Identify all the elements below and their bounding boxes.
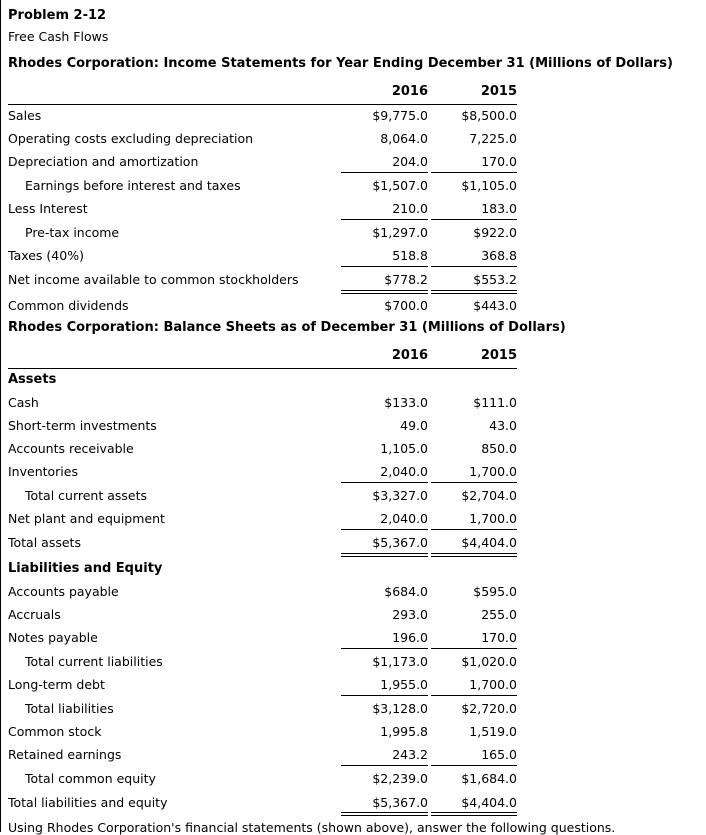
value-2016: $684.0 — [384, 584, 428, 599]
value-2015: $111.0 — [473, 395, 517, 410]
value-2016: $5,367.0 — [372, 535, 428, 550]
subtotal-underline — [431, 529, 517, 530]
row-label: Common dividends — [8, 298, 129, 313]
table-row — [0, 415, 520, 437]
liabilities-header: Liabilities and Equity — [8, 561, 163, 576]
value-2016: 1,955.0 — [380, 677, 428, 692]
table-row — [0, 245, 520, 267]
double-underline — [341, 290, 428, 294]
table-row — [0, 151, 520, 173]
balance-sheet-title: Rhodes Corporation: Balance Sheets as of December 31 (Millions of Dollars) — [8, 320, 566, 335]
income-year-2015: 2015 — [480, 84, 517, 99]
value-2016: $133.0 — [384, 395, 428, 410]
row-label: Net income available to common stockholders — [8, 272, 299, 287]
row-label: Taxes (40%) — [8, 248, 84, 263]
row-label: Cash — [8, 395, 39, 410]
value-2016: 1,105.0 — [380, 441, 428, 456]
balance-year-2016: 2016 — [391, 348, 428, 363]
subtotal-underline — [431, 648, 517, 649]
value-2016: 8,064.0 — [380, 131, 428, 146]
row-label: Common stock — [8, 724, 102, 739]
double-underline — [431, 812, 517, 816]
problem-title: Problem 2-12 — [8, 8, 107, 23]
value-2016: $9,775.0 — [372, 108, 428, 123]
value-2016: 2,040.0 — [380, 464, 428, 479]
table-row — [0, 222, 520, 244]
double-underline — [341, 553, 428, 557]
table-row — [0, 651, 520, 673]
table-row — [0, 744, 520, 766]
row-label: Total common equity — [25, 771, 156, 786]
table-row — [0, 198, 520, 220]
subtotal-underline — [431, 482, 517, 483]
value-2015: 165.0 — [481, 747, 517, 762]
table-row — [0, 604, 520, 626]
subtotal-underline — [341, 695, 428, 696]
subtotal-underline — [431, 695, 517, 696]
subtotal-underline — [431, 219, 517, 220]
value-2015: 255.0 — [481, 607, 517, 622]
row-label: Accounts receivable — [8, 441, 134, 456]
table-row — [0, 508, 520, 530]
row-label: Retained earnings — [8, 747, 122, 762]
table-row — [0, 768, 520, 790]
value-2015: 1,700.0 — [469, 677, 517, 692]
value-2016: $1,297.0 — [372, 225, 428, 240]
value-2015: 1,700.0 — [469, 511, 517, 526]
subtotal-underline — [341, 266, 428, 267]
footer-instruction: Using Rhodes Corporation's financial statements (shown above), answer the following questions. — [8, 820, 616, 835]
row-label: Total current liabilities — [25, 654, 163, 669]
subtotal-underline — [431, 765, 517, 766]
table-row — [0, 721, 520, 743]
value-2016: $700.0 — [384, 298, 428, 313]
double-underline — [431, 553, 517, 557]
value-2016: 293.0 — [392, 607, 428, 622]
value-2016: 1,995.8 — [380, 724, 428, 739]
value-2016: $1,507.0 — [372, 178, 428, 193]
value-2015: 170.0 — [481, 630, 517, 645]
row-label: Pre-tax income — [25, 225, 120, 240]
value-2015: $4,404.0 — [461, 535, 517, 550]
table-row — [0, 392, 520, 414]
balance-year-2015: 2015 — [480, 348, 517, 363]
value-2015: 1,519.0 — [469, 724, 517, 739]
table-row — [0, 674, 520, 696]
row-label: Total assets — [8, 535, 81, 550]
row-label: Earnings before interest and taxes — [25, 178, 241, 193]
value-2015: 368.8 — [481, 248, 517, 263]
value-2015: 7,225.0 — [469, 131, 517, 146]
row-label: Total liabilities and equity — [8, 795, 168, 810]
value-2016: $3,327.0 — [372, 488, 428, 503]
row-label: Notes payable — [8, 630, 98, 645]
value-2016: 210.0 — [392, 201, 428, 216]
value-2015: $443.0 — [473, 298, 517, 313]
value-2016: $2,239.0 — [372, 771, 428, 786]
value-2015: $2,720.0 — [461, 701, 517, 716]
income-statement-title: Rhodes Corporation: Income Statements for Year Ending December 31 (Millions of Dollars) — [8, 56, 673, 71]
value-2016: 196.0 — [392, 630, 428, 645]
value-2015: $553.2 — [473, 272, 517, 287]
value-2016: 2,040.0 — [380, 511, 428, 526]
row-label: Short-term investments — [8, 418, 157, 433]
table-row — [0, 698, 520, 720]
value-2015: $8,500.0 — [461, 108, 517, 123]
row-label: Less Interest — [8, 201, 88, 216]
subtotal-underline — [341, 529, 428, 530]
double-underline — [431, 290, 517, 294]
value-2015: 1,700.0 — [469, 464, 517, 479]
table-row — [0, 581, 520, 603]
assets-header: Assets — [8, 372, 57, 387]
table-row — [0, 438, 520, 460]
value-2015: 43.0 — [489, 418, 517, 433]
value-2015: $595.0 — [473, 584, 517, 599]
problem-subtitle: Free Cash Flows — [8, 29, 109, 44]
row-label: Accruals — [8, 607, 61, 622]
value-2016: $1,173.0 — [372, 654, 428, 669]
value-2016: 243.2 — [392, 747, 428, 762]
table-row — [0, 485, 520, 507]
subtotal-underline — [431, 172, 517, 173]
row-label: Long-term debt — [8, 677, 105, 692]
value-2015: $1,020.0 — [461, 654, 517, 669]
subtotal-underline — [341, 219, 428, 220]
subtotal-underline — [431, 266, 517, 267]
value-2016: $5,367.0 — [372, 795, 428, 810]
income-year-2016: 2016 — [391, 84, 428, 99]
subtotal-underline — [341, 765, 428, 766]
value-2015: 850.0 — [481, 441, 517, 456]
table-row — [0, 792, 520, 814]
value-2016: 49.0 — [400, 418, 428, 433]
value-2015: $4,404.0 — [461, 795, 517, 810]
row-label: Sales — [8, 108, 42, 123]
table-row — [0, 532, 520, 554]
row-label: Inventories — [8, 464, 78, 479]
subtotal-underline — [341, 172, 428, 173]
value-2015: $1,684.0 — [461, 771, 517, 786]
table-row — [0, 269, 520, 291]
value-2015: 170.0 — [481, 154, 517, 169]
value-2015: 183.0 — [481, 201, 517, 216]
subtotal-underline — [341, 648, 428, 649]
table-row — [0, 105, 520, 127]
value-2015: $922.0 — [473, 225, 517, 240]
row-label: Total current assets — [25, 488, 148, 503]
row-label: Total liabilities — [25, 701, 114, 716]
double-underline — [341, 812, 428, 816]
table-row — [0, 175, 520, 197]
table-row — [0, 627, 520, 649]
value-2015: $2,704.0 — [461, 488, 517, 503]
subtotal-underline — [341, 482, 428, 483]
row-label: Net plant and equipment — [8, 511, 165, 526]
value-2015: $1,105.0 — [461, 178, 517, 193]
balance-header-rule — [8, 368, 517, 369]
value-2016: 518.8 — [392, 248, 428, 263]
row-label: Depreciation and amortization — [8, 154, 199, 169]
row-label: Operating costs excluding depreciation — [8, 131, 254, 146]
table-row — [0, 461, 520, 483]
table-row — [0, 128, 520, 150]
row-label: Accounts payable — [8, 584, 119, 599]
value-2016: 204.0 — [392, 154, 428, 169]
table-row — [0, 295, 520, 317]
value-2016: $3,128.0 — [372, 701, 428, 716]
value-2016: $778.2 — [384, 272, 428, 287]
